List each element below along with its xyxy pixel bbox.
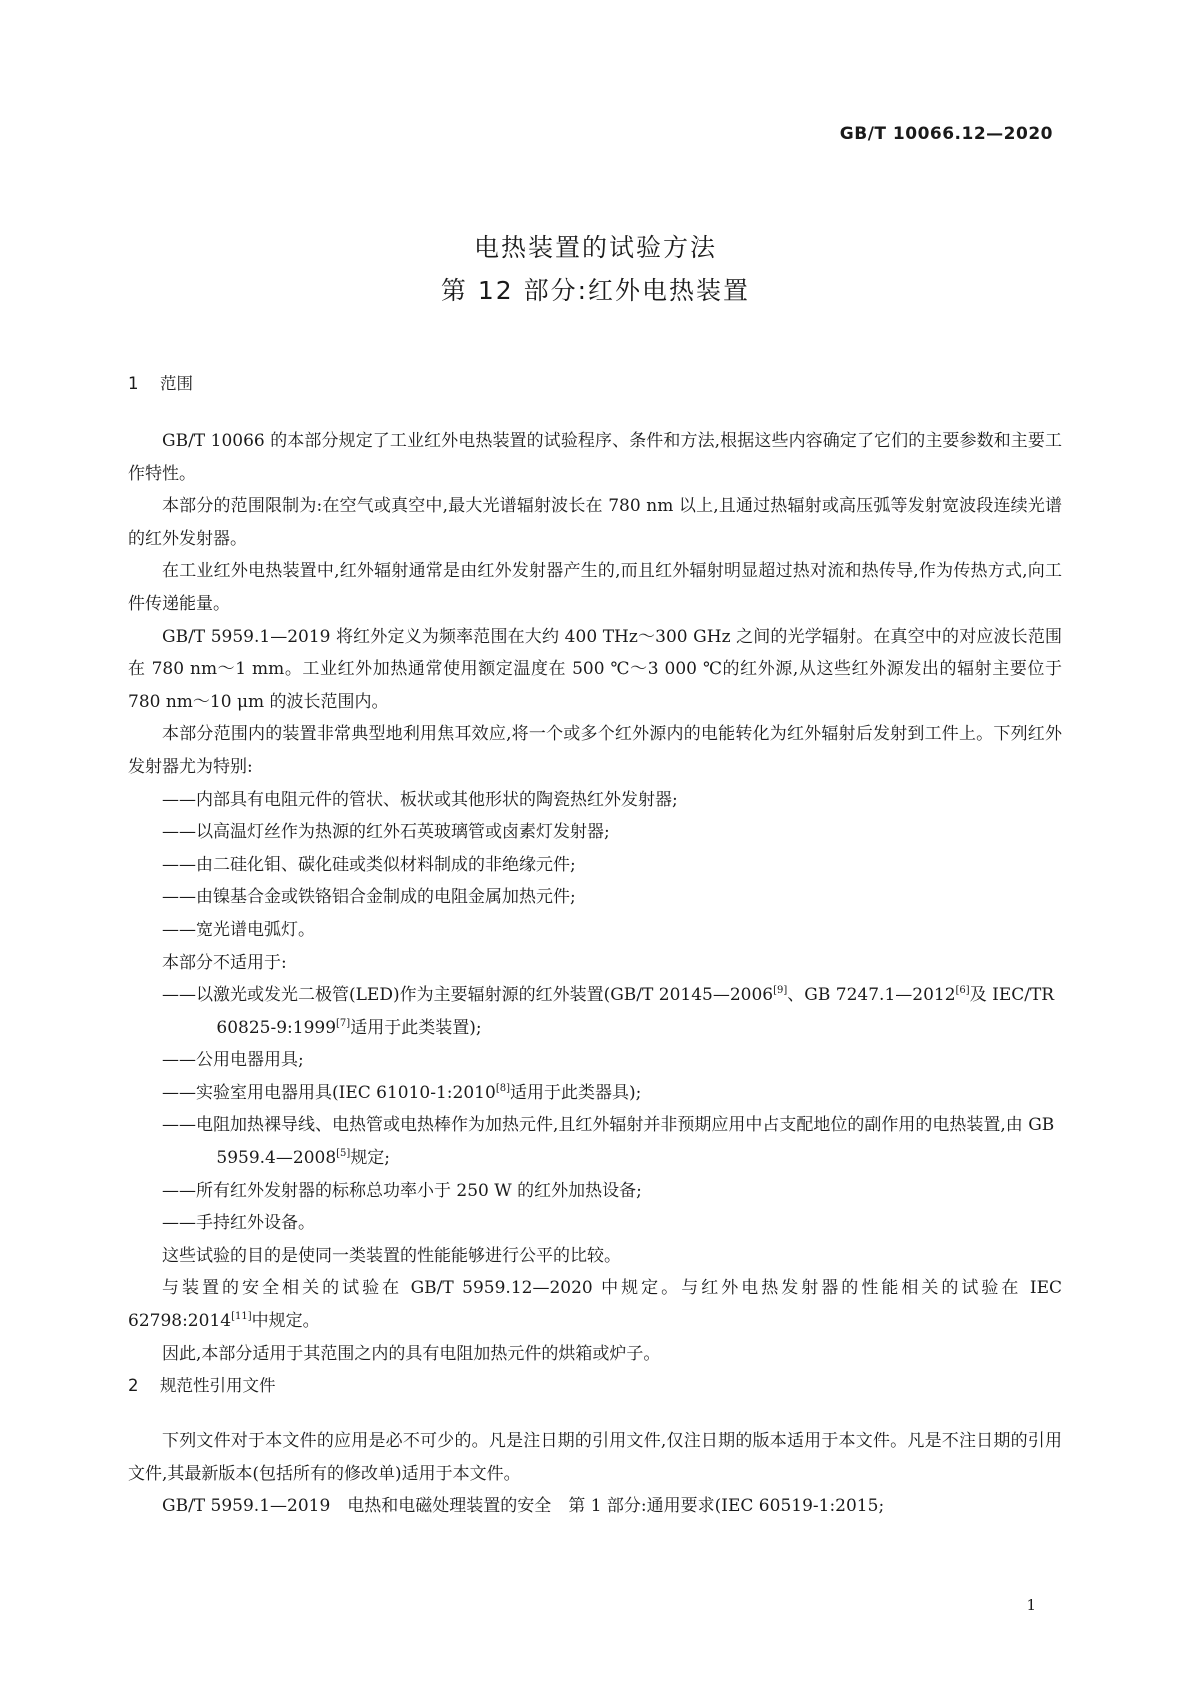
list-item: ——由二硅化钼、碳化硅或类似材料制成的非绝缘元件; <box>162 854 576 875</box>
section-1-heading <box>128 370 193 394</box>
citation-ref: [11] <box>231 1311 252 1323</box>
normative-reference: GB/T 5959.1—2019 电热和电磁处理装置的安全 第 1 部分:通用要求(IEC 60519-1:2015; <box>162 1496 885 1517</box>
list-text: 适用于此类装置); <box>350 1017 482 1038</box>
list-item <box>128 1077 1062 1110</box>
list-item: ——宽光谱电弧灯。 <box>162 919 315 940</box>
section-1-body <box>128 425 1062 1370</box>
section-number: 2 <box>128 1376 139 1395</box>
list-text: 、GB 7247.1—2012 <box>787 985 956 1006</box>
list-item: ——所有红外发射器的标称总功率小于 250 W 的红外加热设备; <box>162 1180 642 1201</box>
paragraph: GB/T 10066 的本部分规定了工业红外电热装置的试验程序、条件和方法,根据这些内容确定了它们的主要参数和主要工作特性。 <box>128 431 1062 484</box>
list-item: ——由镍基合金或铁铬铝合金制成的电阻金属加热元件; <box>162 887 576 908</box>
citation-ref: [6] <box>955 985 970 997</box>
paragraph: 在工业红外电热装置中,红外辐射通常是由红外发射器产生的,而且红外辐射明显超过热对流和热传导,作为传热方式,向工件传递能量。 <box>128 561 1062 614</box>
page-number: 1 <box>1026 1596 1036 1614</box>
citation-ref: [8] <box>495 1082 510 1094</box>
paragraph: 本部分的范围限制为:在空气或真空中,最大光谱辐射波长在 780 nm 以上,且通过热辐射或高压弧等发射宽波段连续光谱的红外发射器。 <box>128 496 1062 549</box>
paragraph: 本部分范围内的装置非常典型地利用焦耳效应,将一个或多个红外源内的电能转化为红外辐射后发射到工件上。下列红外发射器尤为特别: <box>128 724 1062 777</box>
section-2-heading <box>128 1372 276 1396</box>
citation-ref: [9] <box>773 985 788 997</box>
paragraph-text: 与装置的安全相关的试验在 GB/T 5959.12—2020 中规定。与红外电热发射器的性能相关的试验在 IEC 62798:2014 <box>128 1278 1062 1332</box>
section-number: 1 <box>128 374 139 393</box>
list-text: ——以激光或发光二极管(LED)作为主要辐射源的红外装置(GB/T 20145—2006 <box>162 985 774 1006</box>
document-id: GB/T 10066.12—2020 <box>839 124 1053 144</box>
list-item: ——公用电器用具; <box>162 1050 304 1071</box>
citation-ref: [5] <box>336 1148 351 1160</box>
paragraph: 本部分不适用于: <box>162 952 287 973</box>
citation-ref: [7] <box>336 1017 351 1029</box>
list-item: ——手持红外设备。 <box>162 1213 315 1234</box>
document-title-line2: 第 12 部分:红外电热装置 <box>440 276 751 305</box>
document-title-line1: 电热装置的试验方法 <box>473 233 717 262</box>
paragraph: 因此,本部分适用于其范围之内的具有电阻加热元件的烘箱或炉子。 <box>162 1343 661 1364</box>
list-item <box>128 1109 1062 1174</box>
list-item: ——内部具有电阻元件的管状、板状或其他形状的陶瓷热红外发射器; <box>162 789 678 810</box>
section-title: 范围 <box>160 374 193 393</box>
list-text: 适用于此类器具); <box>509 1082 642 1103</box>
list-text: ——实验室用电器用具(IEC 61010-1:2010 <box>162 1082 496 1103</box>
paragraph: 下列文件对于本文件的应用是必不可少的。凡是注日期的引用文件,仅注日期的版本适用于本文件。凡是不注日期的引用文件,其最新版本(包括所有的修改单)适用于本文件。 <box>128 1431 1062 1484</box>
section-title: 规范性引用文件 <box>160 1376 276 1395</box>
list-text: 及 IEC/TR 60825-9:1999 <box>216 985 1055 1038</box>
paragraph-text: 中规定。 <box>251 1311 320 1332</box>
paragraph: 这些试验的目的是使同一类装置的性能能够进行公平的比较。 <box>162 1245 621 1266</box>
list-item: ——以高温灯丝作为热源的红外石英玻璃管或卤素灯发射器; <box>162 822 610 843</box>
paragraph <box>128 1272 1062 1337</box>
list-text: 规定; <box>350 1148 391 1169</box>
list-item <box>128 979 1062 1044</box>
section-2-body <box>128 1425 1062 1523</box>
list-text: ——电阻加热裸导线、电热管或电热棒作为加热元件,且红外辐射并非预期应用中占支配地位的副作用的电热装置,由 GB 5959.4—2008 <box>162 1115 1055 1169</box>
paragraph: GB/T 5959.1—2019 将红外定义为频率范围在大约 400 THz～300 GHz 之间的光学辐射。在真空中的对应波长范围在 780 nm～1 mm。工业红外加热通常使用额定温度在 500 ℃～3 000 ℃的红外源,从这些红外源发出的辐射主要位于 780 nm～10 μm 的波长范围内。 <box>128 626 1062 712</box>
